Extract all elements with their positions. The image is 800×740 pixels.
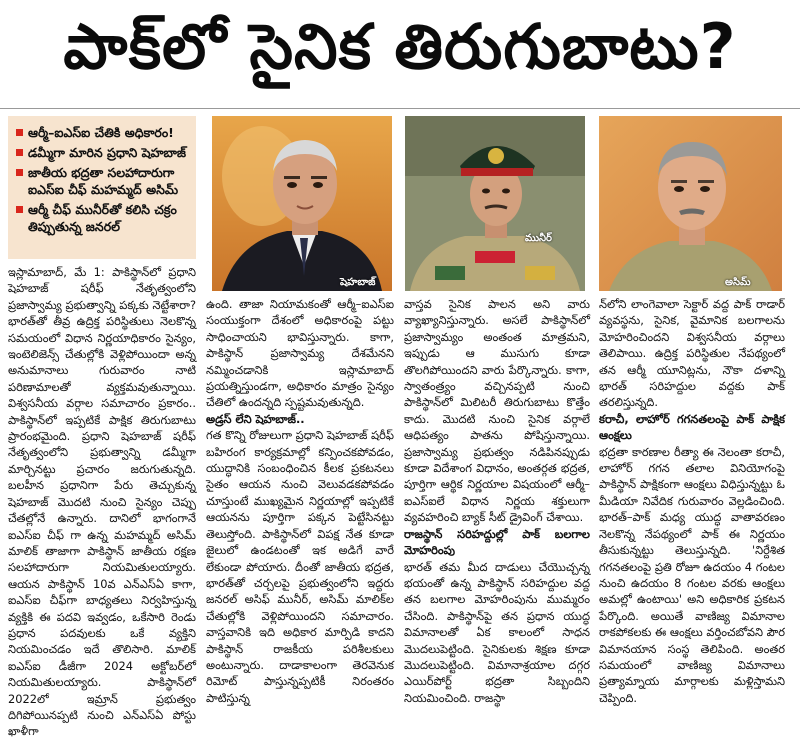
article-paragraph: భద్రతా కారణాల రీత్యా ఈ నెలంతా కరాచీ, లాహోర్ గగన తలాల వినియోగంపై పాకిస్థాన్ పాక్షికంగా ఆంక్షలు విధిస్తున్నట్టు ఓ మీడియా నివేదిక గురువారం వెల్లడించింది. భారత్–పాక్ మధ్య యుద్ధ వాతావరణం నెలకొన్న నేపథ్యంలో పాక్ ఈ నిర్ణయం తీసుకున్నట్టు తెలుస్తున్నది. 'నిర్దేశిత గగనతలంపై ప్రతి రోజూ ఉదయం 4 గంటల నుంచి ఉదయం 8 గంటల వరకు ఆంక్షలు అమల్లో ఉంటాయి' అని అధికారిక ప్రకటన పేర్కొంది. అయితే వాణిజ్య విమానాల రాకపోకలకు ఈ ఆంక్షలు వర్తించబోవని పౌర విమానయాన సంస్థ తెలిపింది. అంతర సమయంలో వాణిజ్య విమానాలు ప్రత్యామ్నాయ మార్గాలకు మళ్లిస్తామని చెప్పింది. — [599, 444, 785, 705]
article-column-4 — [599, 296, 785, 710]
headline: పాక్‌లో సైనిక తిరుగుబాటు? — [63, 10, 737, 83]
photo-shehbaz — [212, 116, 392, 291]
photo-caption: షెహబాజ్ — [340, 277, 376, 288]
subheading: కరాచీ, లాహోర్ గగనతలంపై పాక్ పాక్షిక ఆంక్షలు — [599, 411, 785, 443]
photo-asim — [599, 116, 782, 291]
highlight-item: జాతీయ భద్రతా సలహాదారుగా ఐఎస్ఐ చీఫ్ మహమ్మద్ అసిమ్ — [16, 164, 188, 198]
article-paragraph: గత కొన్ని రోజులుగా ప్రధాని షెహబాజ్ షరీఫ్ బహిరంగ కార్యక్రమాల్లో కన్పించకపోవడం, యుద్ధానికి సంబంధించిన కీలక ప్రకటనలు సైతం ఆయన నుంచి వెలువడకపోవడం చూస్తుంటే ముఖ్యమైన నిర్ణయాల్లో ఇప్పటికే ఆయనను పూర్తిగా పక్కన పెట్టేసినట్టు తెలుస్తోంది. పాకిస్థాన్‌లో విపక్ష నేత కూడా జైలులో ఉండటంతో ఇక అడిగే వారే లేకుండా పోయారు. దీంతో జాతీయ భద్రత, భారత్‌తో చర్చలపై ప్రభుత్వంలోని ఇద్దరు జనరల్ అసిఫ్ మునీర్, అసిమ్ మాలిక్‌ల చేతుల్లోకి వెళ్లిపోయిందని సమాచారం. వాస్తవానికి ఇది అధికార మార్పిడి కాదని పాకిస్థాన్ రాజకీయ పరిశీలకులు అంటున్నారు. దాడాకాలంగా తెరవెనుక రిమోట్ పాస్తున్నప్పటికీ నిరంతరం పాటిస్తున్న — [206, 428, 394, 705]
article-paragraph: ఇస్లామాబాద్, మే 1: పాకిస్థాన్‌లో ప్రధాని షెహబాజ్ షరీఫ్ నేతృత్వంలోని ప్రజాస్వామ్య ప్రభుత్వాన్ని పక్కకు నెట్టేశారా? భారత్‌తో తీవ్ర ఉద్రిక్త పరిస్థితులు నెలకొన్న సమయంలో విధాన నిర్ణయాధికారం సైన్యం, ఇంటెలిజెన్స్ చేతుల్లోకి వెళ్లిపోయిందా అన్న అనుమానాలు గురువారం నాటి పరిణామాలతో వ్యక్తమవుతున్నాయి. విశ్వసనీయ వర్గాల సమాచారం ప్రకారం.. పాకిస్థాన్‌లో ఇప్పటికే పాక్షిక తిరుగుబాటు ప్రారంభమైంది. ప్రధాని షెహబాజ్ షరీఫ్ నేతృత్వంలోని ప్రభుత్వాన్ని డమ్మీగా మార్చినట్టు ప్రచారం జరుగుతున్నది. బలహీన ప్రధానిగా పేరు తెచ్చుకున్న షెహబాజ్ మొదటి నుంచి సైన్యం చెప్పు చేతల్లోనే ఉన్నారు. దానిలో భాగంగానే ఐఎస్ఐ చీఫ్ గా ఉన్న మహమ్మద్ అసిమ్ మాలిక్ తాజాగా పాకిస్థాన్ జాతీయ రక్షణ సలహాదారుగా నియమితులయ్యారు. ఆయన పాకిస్థాన్ 10వ ఎన్ఎస్ఏ కాగా, ఐఎస్ఐ చీఫ్‌గా బాధ్యతలు నిర్వహిస్తున్న వ్యక్తికి ఈ పదవి ఇవ్వడం, ఒకేసారి రెండు ప్రధాన పదవులకు ఒకే వ్యక్తిని నియమించడం ఇదే తొలిసారి. మాలిక్ ఐఎస్ఐ డీజీగా 2024 అక్టోబర్‌లో నియమితులయ్యారు. పాకిస్థాన్‌లో 2022లో ఇమ్రాన్ ప్రభుత్వం దిగిపోయినప్పటి నుంచి ఎన్ఎస్ఏ పోస్టు ఖాళీగా — [8, 265, 196, 739]
subheading: రాజస్థాన్ సరిహద్దుల్లో పాక్ బలగాల మోహరింపు — [404, 526, 590, 558]
article-column-1 — [8, 264, 196, 739]
highlight-item: డమ్మీగా మారిన ప్రధాని షెహబాజ్ — [16, 144, 188, 161]
article-paragraph: న్‌లోని లాంగెవాలా సెక్టార్ వద్ద పాక్ రాడార్ వ్యవస్థను, సైనిక, వైమానిక బలగాలను మోహరించిందని విశ్వసనీయ వర్గాలు తెలిపాయి. ఉద్రిక్త పరిస్థితుల నేపథ్యంలో తన ఆర్మీ యూనిట్లను, నౌకా దళాన్ని భారత్ సరిహద్దుల వద్దకు పాక్ తరలిస్తున్నది. — [599, 297, 785, 410]
article-paragraph: ఉంది. తాజా నియామకంతో ఆర్మీ–ఐఎస్ఐ సంయుక్తంగా దేశంలో అధికారంపై పట్టు సాధించాయని భావిస్తున్నారు. కాగా, పాకిస్థాన్ ప్రజాస్వామ్య దేశమేనని నమ్మించడానికి ఇస్లామాబాద్ ప్రయత్నిస్తుండగా, అధికారం మాత్రం సైన్యం చేతిలో ఉందన్నది స్పష్టమవుతున్నది. — [206, 297, 394, 410]
photo-caption: అసిమ్ — [725, 277, 751, 288]
article-column-2 — [206, 296, 394, 710]
highlights-list — [16, 124, 188, 235]
subheading: అడ్రస్ లేని షెహబాజ్.. — [206, 411, 305, 426]
highlight-item: ఆర్మీ–ఐఎస్ఐ చేతికి అధికారం! — [16, 124, 188, 141]
article-paragraph: భారత్ తమ మీద దాడులు చేయొచ్చన్న భయంతో ఉన్న పాకిస్థాన్ సరిహద్దుల వద్ద తన బలగాల మోహరింపును ముమ్మరం చేసింది. పాకిస్థాన్‌పై తన ప్రధాన యుద్ధ విమానాలతో ఏక కాలంలో సాధన మొదలుపెట్టింది. సైనికులకు శిక్షణ కూడా మొదలుపెట్టింది. విమానాశ్రయాల దగ్గర ఎయిర్‌పోర్ట్ భద్రతా సిబ్బందిని నియమించింది. రాజస్థా — [404, 559, 590, 705]
article-column-3 — [404, 296, 590, 710]
photo-munir — [405, 116, 585, 291]
article-paragraph: వాస్తవ సైనిక పాలన అని వారు వ్యాఖ్యానిస్తున్నారు. అసలే పాకిస్థాన్‌లో ప్రజాస్వామ్యం అంతంత మాత్రమని, ఇప్పుడు ఆ ముసుగు కూడా తొలగిపోయిందని వారు పేర్కొన్నారు. కాగా, స్వాతంత్ర్యం వచ్చినప్పటి నుంచి పాకిస్థాన్‌లో మిలిటరీ తిరుగుబాటు కొత్తేం కాదు. మొదటి నుంచి సైనిక వర్గాలే ఆధిపత్యం పాతను పోషిస్తున్నాయి. ప్రజాస్వామ్య ప్రభుత్వం నడిపినప్పుడు కూడా విదేశాంగ విధానం, అంతర్గత భద్రత, పూర్తిగా ఆర్థిక నిర్ణయాల విషయంలో ఆర్మీ–ఐఎస్ఐలే విధాన నిర్ణయ శక్తులుగా వ్యవహరించి బ్యాక్ సీట్ డ్రైవింగ్ చేశాయి. — [404, 297, 590, 525]
highlights-box — [8, 116, 196, 259]
photo-caption: మునీర్ — [525, 233, 552, 244]
headline-divider — [0, 108, 800, 109]
highlight-item: ఆర్మీ చీఫ్ మునీర్‌తో కలిసి చక్రం తిప్పుతున్న జనరల్ — [16, 201, 188, 235]
